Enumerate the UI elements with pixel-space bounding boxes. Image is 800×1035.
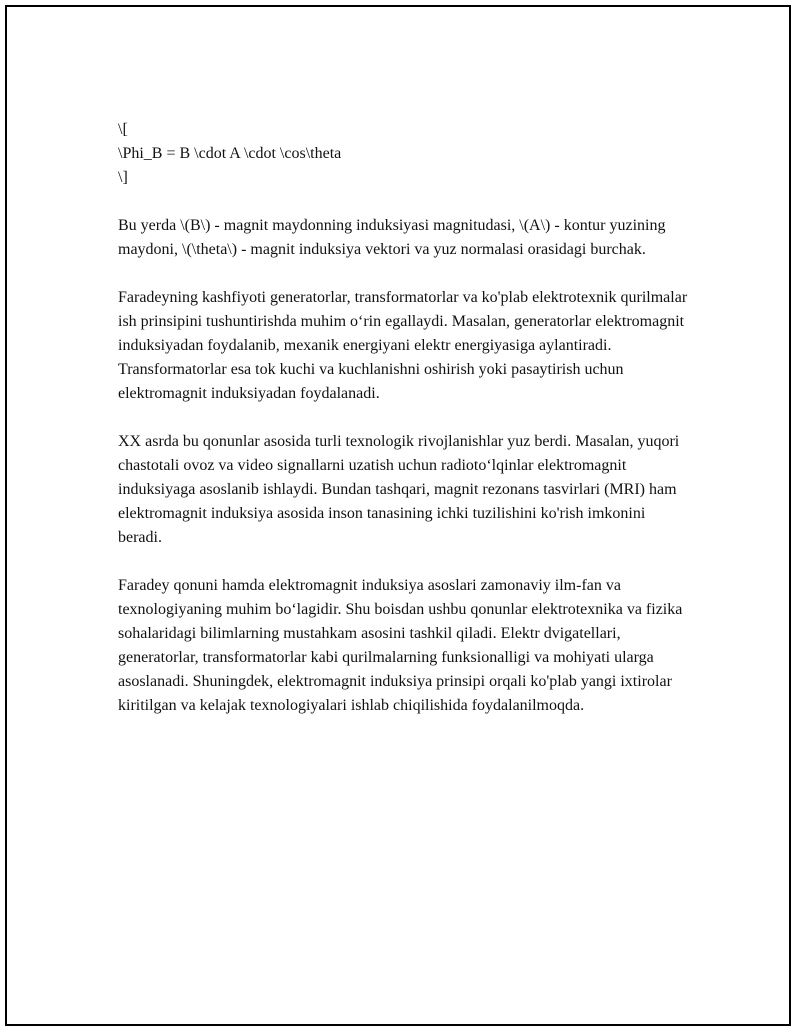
paragraph-applications: Faradeyning kashfiyoti generatorlar, transformatorlar va ko'plab elektrotexnik qurilmalar ish prinsipini tushuntirishda muhim o‘rin egallaydi. Masalan, generatorlar elektromagnit induksiyadan foydalanib, mexanik energiyani elektr energiyasiga aylantiradi. Transformatorlar esa tok kuchi va kuchlanishni oshirish yoki pasaytirish uchun elektromagnit induksiyadan foydalanadi. bbox=[118, 289, 688, 402]
paragraph-definitions: Bu yerda \(B\) - magnit maydonning induksiyasi magnitudasi, \(A\) - kontur yuzining maydoni, \(\theta\) - magnit induksiya vektori va yuz normalasi orasidagi burchak. bbox=[118, 217, 666, 258]
equation-close-delimiter: \] bbox=[118, 169, 128, 186]
equation-body: \Phi_B = B \cdot A \cdot \cos\theta bbox=[118, 145, 342, 162]
document-body bbox=[118, 118, 688, 718]
paragraph-twentieth-century: XX asrda bu qonunlar asosida turli texnologik rivojlanishlar yuz berdi. Masalan, yuqori chastotali ovoz va video signallarni uzatish uchun radioto‘lqinlar elektromagnit induksiyaga asoslanib ishlaydi. Bundan tashqari, magnit rezonans tasvirlari (MRI) ham elektromagnit induksiya asosida inson tanasining ichki tuzilishini ko'rish imkonini beradi. bbox=[118, 433, 680, 546]
paragraph-conclusion: Faradey qonuni hamda elektromagnit induksiya asoslari zamonaviy ilm-fan va texnologiyaning muhim bo‘lagidir. Shu boisdan ushbu qonunlar elektrotexnika va fizika sohalaridagi bilimlarning mustahkam asosini tashkil qiladi. Elektr dvigatellari, generatorlar, transformatorlar kabi qurilmalarning funksionalligi va mohiyati ularga asoslanadi. Shuningdek, elektromagnit induksiya prinsipi orqali ko'plab yangi ixtirolar kiritilgan va kelajak texnologiyalari ishlab chiqilishida foydalanilmoqda. bbox=[118, 577, 683, 714]
equation-open-delimiter: \[ bbox=[118, 121, 128, 138]
